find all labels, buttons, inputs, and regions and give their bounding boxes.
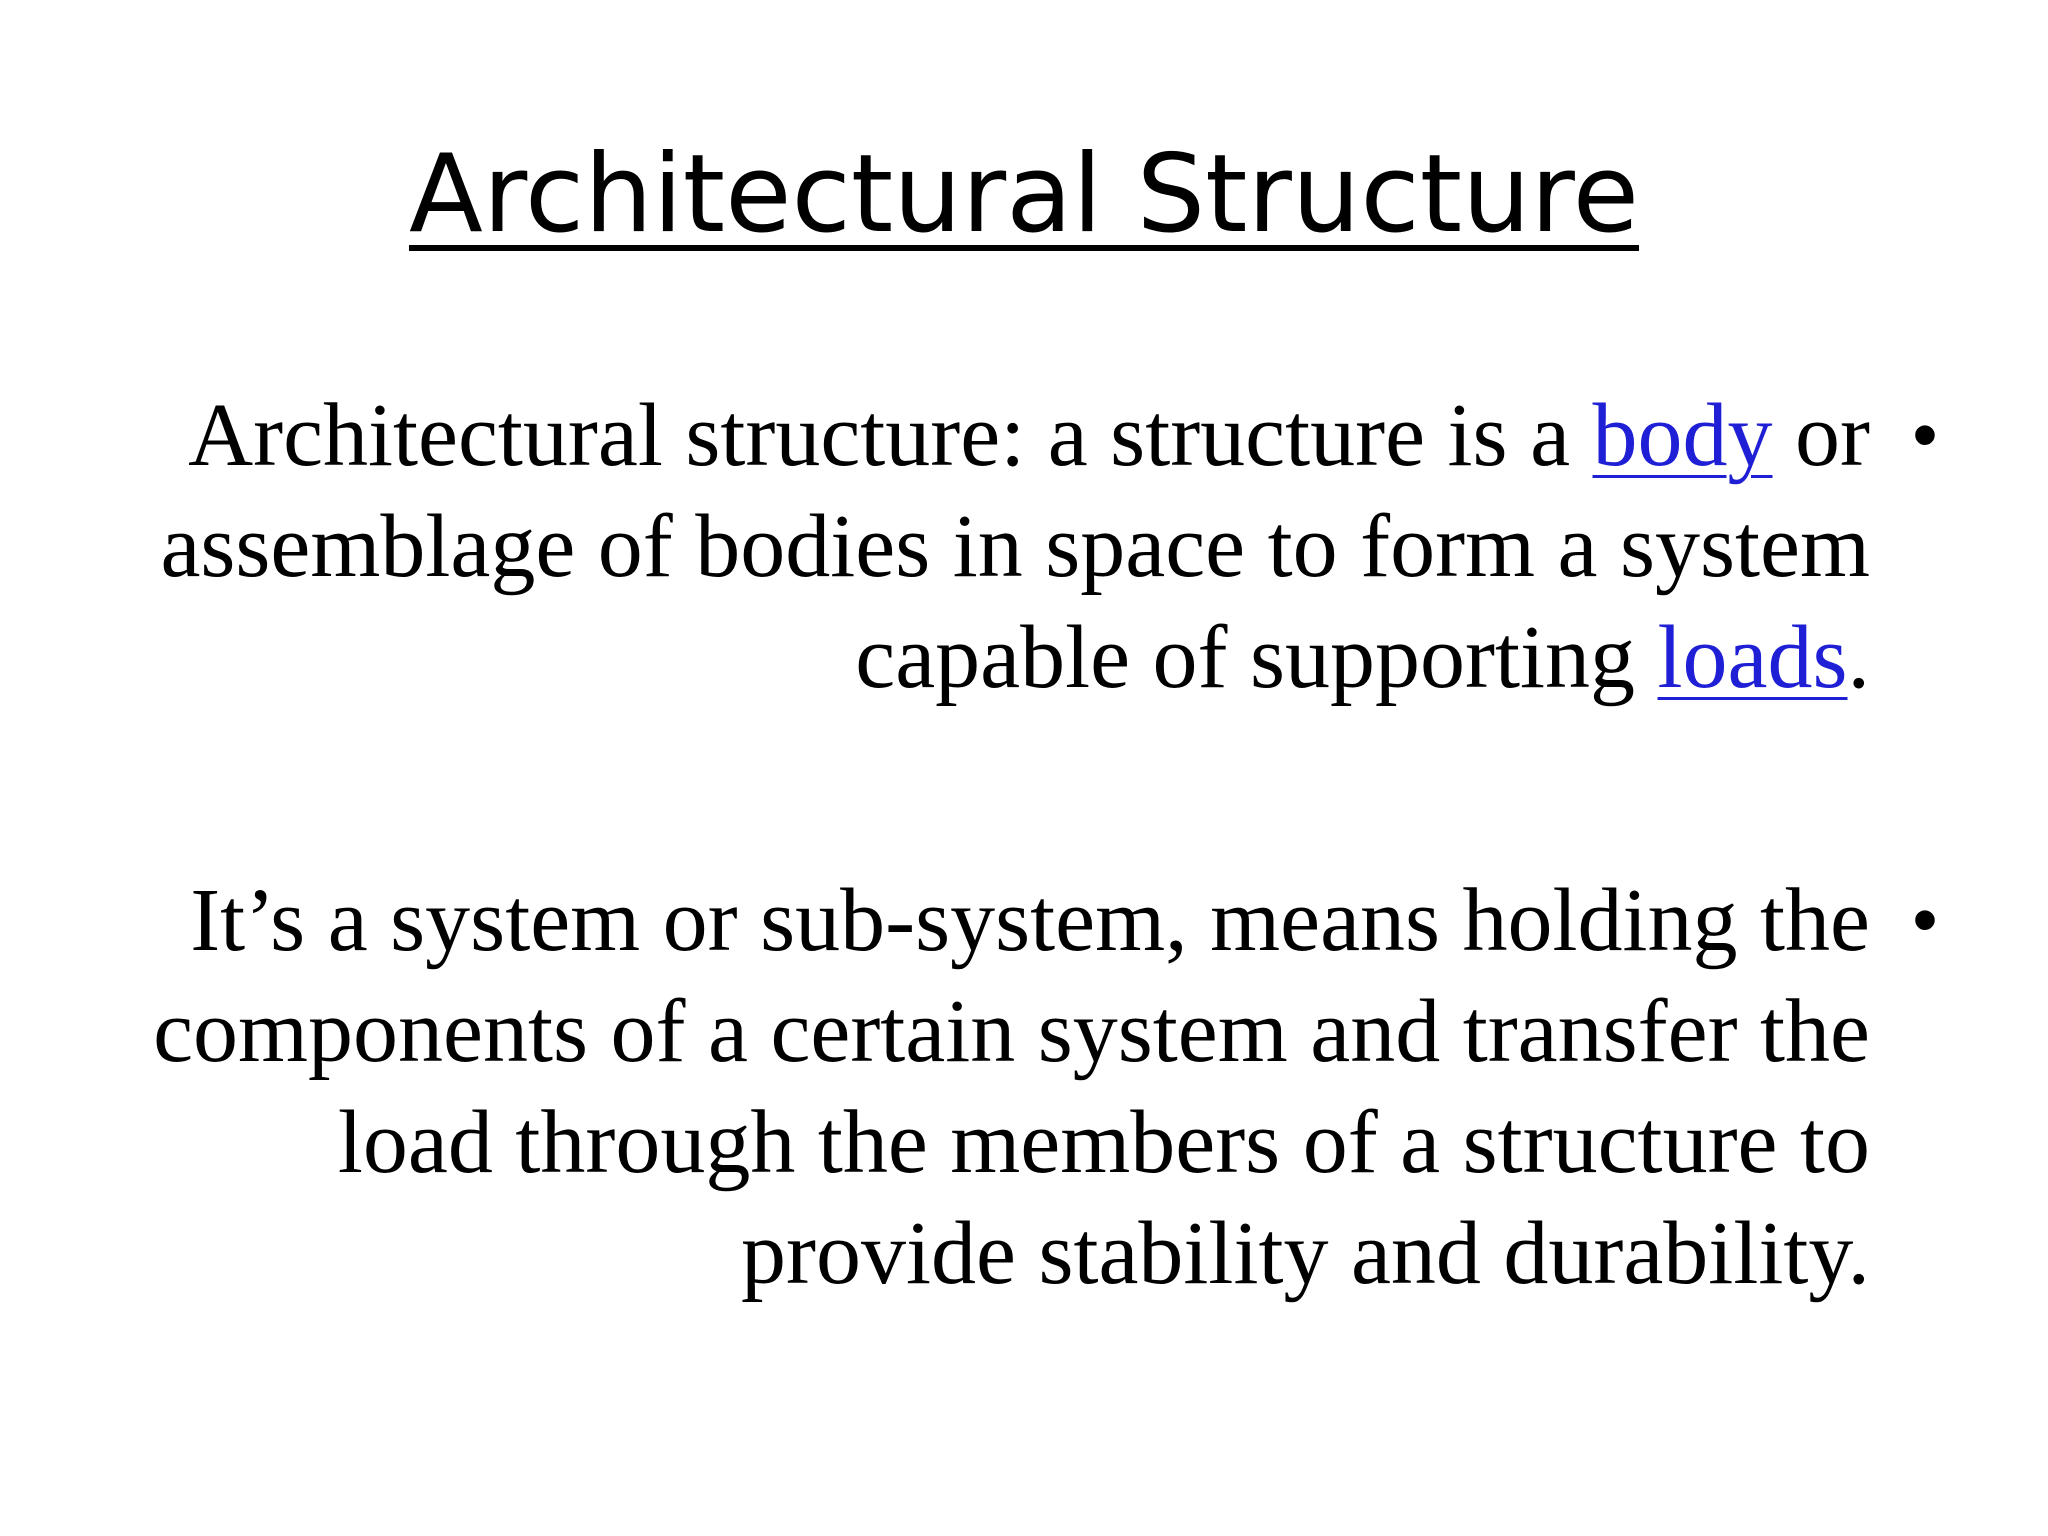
bullet-text-segment: Architectural structure: a structure is a [188,386,1593,485]
slide-title-text: Architectural Structure [408,132,1640,257]
bullet-item-system: It’s a system or sub-system, means holding the components of a certain system and transfer the load through the members of a structure to provide stability and durability. [153,871,1870,1303]
bullet-icon: • [1912,880,1938,960]
link-body[interactable]: body [1592,386,1773,485]
bullet-item-definition [110,380,1870,713]
bullet-text-segment: or assemblage of bodies in space to form a system capable of supporting [160,386,1870,707]
slide-title [0,130,2048,260]
bullet-icon: • [1912,395,1938,475]
bullet-text-segment: . [1847,608,1870,707]
link-loads[interactable]: loads [1657,608,1848,707]
